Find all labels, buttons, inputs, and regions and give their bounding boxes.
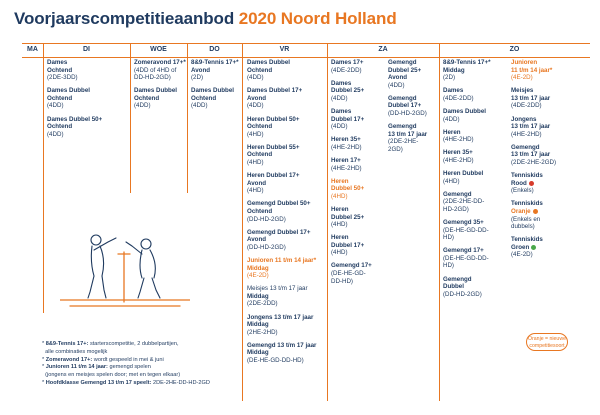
footnote-item: * Junioren 11 t/m 14 jaar: gemengd spelen (42, 364, 151, 371)
divider-woe-do (187, 43, 188, 193)
legend-badge-line-1: Oranje = nieuwe (528, 336, 566, 342)
list-item: Dames Dubbel 17+ (4DD) (331, 107, 365, 131)
column-woe (134, 59, 186, 116)
col-header-woe: WOE (150, 46, 167, 53)
footnote-item: (jongens en meisjes spelen door; met en tegen elkaar) (45, 372, 181, 379)
green-ball-icon (531, 245, 536, 250)
list-item: Gemengd 13 t/m 17 jaar (2DE-2HE-2GD) (511, 143, 557, 167)
list-item: 8&9-Tennis 17+* Avond (2D) (191, 59, 239, 82)
grid-header-line (22, 57, 590, 58)
list-item: Heren Dubbel 17+ (4HD) (331, 234, 365, 257)
list-item-new: Heren Dubbel 50+ (4HD) (331, 177, 365, 200)
footnote-item: * Zomeravond 17+: wordt gespeeld in mei & juni (42, 356, 164, 363)
list-item-new: Junioren 11 t/m 14 jaar* Middag (4E-2D) (247, 256, 317, 280)
col-header-ma: MA (27, 46, 38, 53)
column-di (47, 59, 127, 144)
legend-badge (526, 333, 568, 351)
list-item: Dames Dubbel 25+ (4DD) (331, 79, 365, 102)
col-header-za: ZA (378, 46, 388, 53)
divider-do-vr (242, 43, 243, 401)
list-item: Gemengd Dubbel (DD-HD-2GD) (443, 275, 482, 298)
list-item: Dames Dubbel 17+ Avond (4DD) (247, 87, 303, 110)
legend-badge-line-2: competitiesoort (529, 342, 565, 349)
list-item: Heren Dubbel 17+ Avond (4HD) (247, 172, 300, 195)
list-item: Dames Dubbel Ochtend (4DD) (191, 87, 234, 110)
list-item: Heren Dubbel 50+ Ochtend (4HD) (247, 115, 300, 138)
list-item: Tenniskids Rood (Enkels) (511, 172, 543, 195)
column-do (191, 59, 241, 116)
footnote-item: * Hoofdklasse Gemengd 13 t/m 17 speelt: 2DE-2HE-DD-HD-2GD (42, 379, 210, 386)
list-item: Gemengd Dubbel 25+ Avond (4DD) (388, 59, 422, 89)
column-vr (247, 59, 327, 370)
page-title (14, 9, 397, 29)
column-zo-a (443, 59, 503, 304)
footnotes (42, 341, 242, 388)
grid-top-line (22, 43, 590, 44)
list-item: Gemengd Dubbel 17+ (DD-HD-2GD) (388, 94, 427, 118)
list-item: 8&9-Tennis 17+* Middag (2D) (443, 59, 491, 82)
tennis-players-illustration (60, 232, 190, 310)
list-item: Gemengd 13 t/m 17 jaar Middag (DE-HE-GD-DD-HD) (247, 341, 317, 364)
list-item: Gemengd 17+ (DE-HE-GD-DD- HD) (443, 247, 489, 270)
list-item: Gemengd Dubbel 50+ Ochtend (DD-HD-2GD) (247, 200, 311, 223)
list-item: Dames Dubbel 50+ Ochtend (4DD) (47, 115, 103, 138)
title-part-2: 2020 Noord Holland (238, 9, 397, 28)
column-zo-b (511, 59, 571, 265)
list-item: Dames Dubbel (4DD) (443, 107, 486, 123)
list-item: Gemengd (2DE-2HE-DD- HD-2GD) (443, 190, 485, 213)
divider-ma-di (43, 43, 44, 313)
list-item: Gemengd 13 t/m 17 jaar (2DE-2HE- 2GD) (388, 123, 428, 153)
footnote-item: alle combinaties mogelijk (45, 348, 108, 355)
column-za-b (388, 59, 438, 159)
list-item: Dames 17+ (4DE-2DD) (331, 59, 364, 74)
divider-di-woe (130, 43, 131, 193)
list-item: Tenniskids Oranje (Enkels en dubbels) (511, 200, 543, 231)
list-item: Heren Dubbel 25+ (4HD) (331, 205, 365, 229)
divider-za-zo (439, 43, 440, 401)
list-item: Dames (4DE-2DD) (443, 87, 474, 102)
col-header-zo: ZO (509, 46, 520, 53)
list-item: Gemengd Dubbel 17+ Avond (DD-HD-2GD) (247, 228, 311, 251)
list-item: Jongens 13 t/m 17 jaar (4HE-2HD) (511, 115, 551, 138)
column-za-a (331, 59, 386, 291)
list-item: Meisjes 13 t/m 17 jaar (4DE-2DD) (511, 87, 551, 110)
list-item: Zomeravond 17+* (4DD of 4HD of DD-HD-2GD) (134, 59, 186, 82)
list-item: Heren Dubbel 55+ Ochtend (4HD) (247, 143, 300, 167)
list-item: Heren Dubbel (4HD) (443, 170, 484, 185)
list-item: Heren (4HE-2HD) (443, 128, 474, 144)
list-item: Dames Dubbel Ochtend (4DD) (134, 87, 177, 110)
footnote-item: * 8&9-Tennis 17+: starterscompetitie, 2 dubbelpartijen, (42, 341, 179, 347)
list-item: Heren 17+ (4HE-2HD) (331, 156, 362, 172)
list-item: Tenniskids Groen (4E-2D) (511, 236, 543, 259)
list-item: Heren 35+ (4HE-2HD) (443, 149, 474, 164)
list-item: Heren 35+ (4HE-2HD) (331, 136, 362, 151)
red-ball-icon (529, 181, 534, 186)
col-header-di: DI (83, 46, 90, 53)
col-header-vr: VR (279, 46, 290, 53)
list-item: Gemengd 35+ (DE-HE-GD-DD- HD) (443, 219, 489, 242)
list-item: Jongens 13 t/m 17 jaar Middag (2HE-2HD) (247, 313, 314, 336)
list-item-new: Junioren 11 t/m 14 jaar* (4E-2D) (511, 59, 553, 82)
list-item: Meisjes 13 t/m 17 jaar Middag (2DE-2DD) (247, 285, 308, 308)
list-item: Dames Dubbel Ochtend (4DD) (47, 87, 90, 110)
list-item: Gemengd 17+ (DE-HE-GD- DD-HD) (331, 262, 372, 285)
title-part-1: Voorjaarscompetitieaanbod (14, 9, 235, 28)
list-item: Dames Ochtend (2DE-3DD) (47, 59, 78, 82)
orange-ball-icon (533, 209, 538, 214)
list-item: Dames Dubbel Ochtend (4DD) (247, 59, 290, 82)
divider-vr-za (327, 43, 328, 401)
col-header-do: DO (209, 46, 220, 53)
